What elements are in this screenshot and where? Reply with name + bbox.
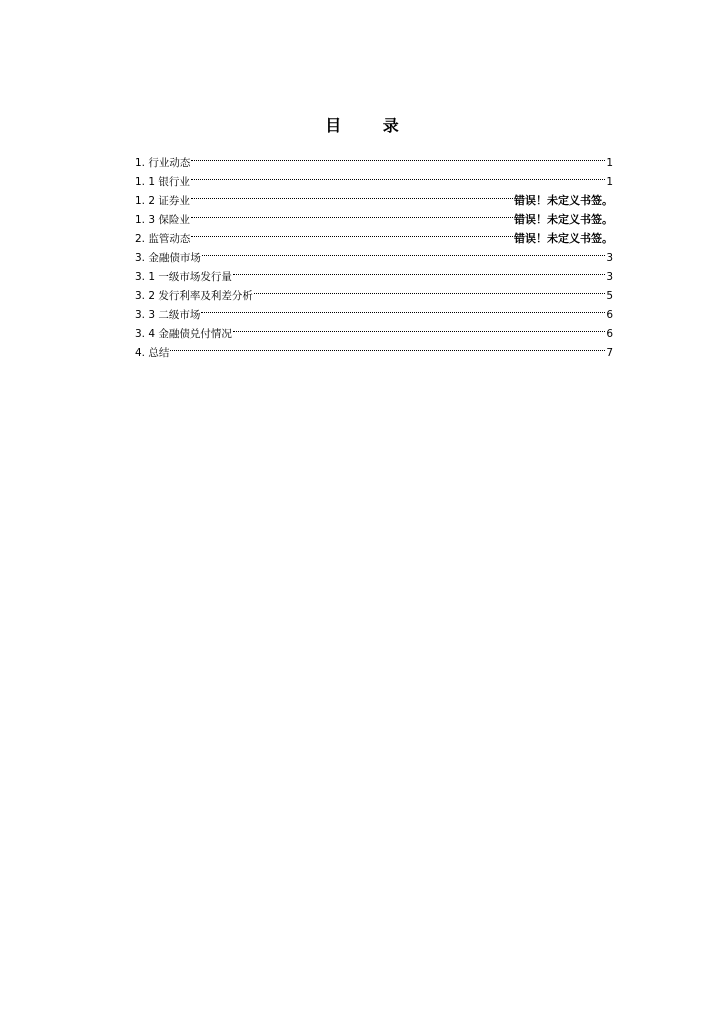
toc-entry-page: 3 [606, 271, 613, 283]
toc-entry-label: 1. 2 证券业 [135, 195, 190, 207]
toc-entry[interactable] [135, 242, 613, 264]
toc-entry-page-error: 错误！未定义书签。 [514, 194, 613, 207]
toc-entry-page: 7 [606, 347, 613, 359]
toc-entry-label: 3. 金融债市场 [135, 252, 201, 264]
toc-entry-page: 6 [606, 328, 613, 340]
toc-entry-label: 2. 监管动态 [135, 233, 191, 245]
toc-title: 目 录 [325, 116, 417, 135]
toc-leader-dots [191, 166, 605, 185]
toc-entry[interactable] [135, 318, 613, 340]
toc-entry-page: 1 [606, 176, 613, 188]
toc-leader-dots [233, 318, 605, 337]
toc-entry-page: 6 [606, 309, 613, 321]
toc-entry-label: 3. 4 金融债兑付情况 [135, 328, 232, 340]
toc-entry[interactable] [135, 337, 613, 359]
toc-list [135, 147, 613, 359]
toc-leader-dots [233, 261, 605, 280]
toc-entry[interactable] [135, 185, 613, 207]
toc-entry-page: 5 [606, 290, 613, 302]
toc-entry-page-error: 错误！未定义书签。 [514, 213, 613, 226]
toc-entry-page-error: 错误！未定义书签。 [514, 232, 613, 245]
toc-entry-label: 3. 2 发行利率及利差分析 [135, 290, 253, 302]
toc-entry-page: 1 [606, 157, 613, 169]
toc-entry-label: 1. 3 保险业 [135, 214, 190, 226]
toc-leader-dots [191, 185, 513, 204]
toc-entry-label: 4. 总结 [135, 347, 170, 359]
toc-entry[interactable] [135, 261, 613, 283]
toc-entry-label: 3. 1 一级市场发行量 [135, 271, 232, 283]
toc-entry[interactable] [135, 299, 613, 321]
toc-entry[interactable] [135, 166, 613, 188]
toc-entry[interactable] [135, 147, 613, 169]
toc-leader-dots [201, 299, 605, 318]
toc-entry-label: 1. 1 银行业 [135, 176, 190, 188]
toc-entry-label: 3. 3 二级市场 [135, 309, 201, 321]
toc-entry-label: 1. 行业动态 [135, 157, 191, 169]
toc-leader-dots [170, 337, 605, 356]
toc-leader-dots [202, 242, 605, 261]
toc-leader-dots [191, 147, 605, 166]
toc-entry-page: 3 [606, 252, 613, 264]
toc-leader-dots [191, 204, 513, 223]
toc-leader-dots [254, 280, 605, 299]
toc-leader-dots [191, 223, 513, 242]
